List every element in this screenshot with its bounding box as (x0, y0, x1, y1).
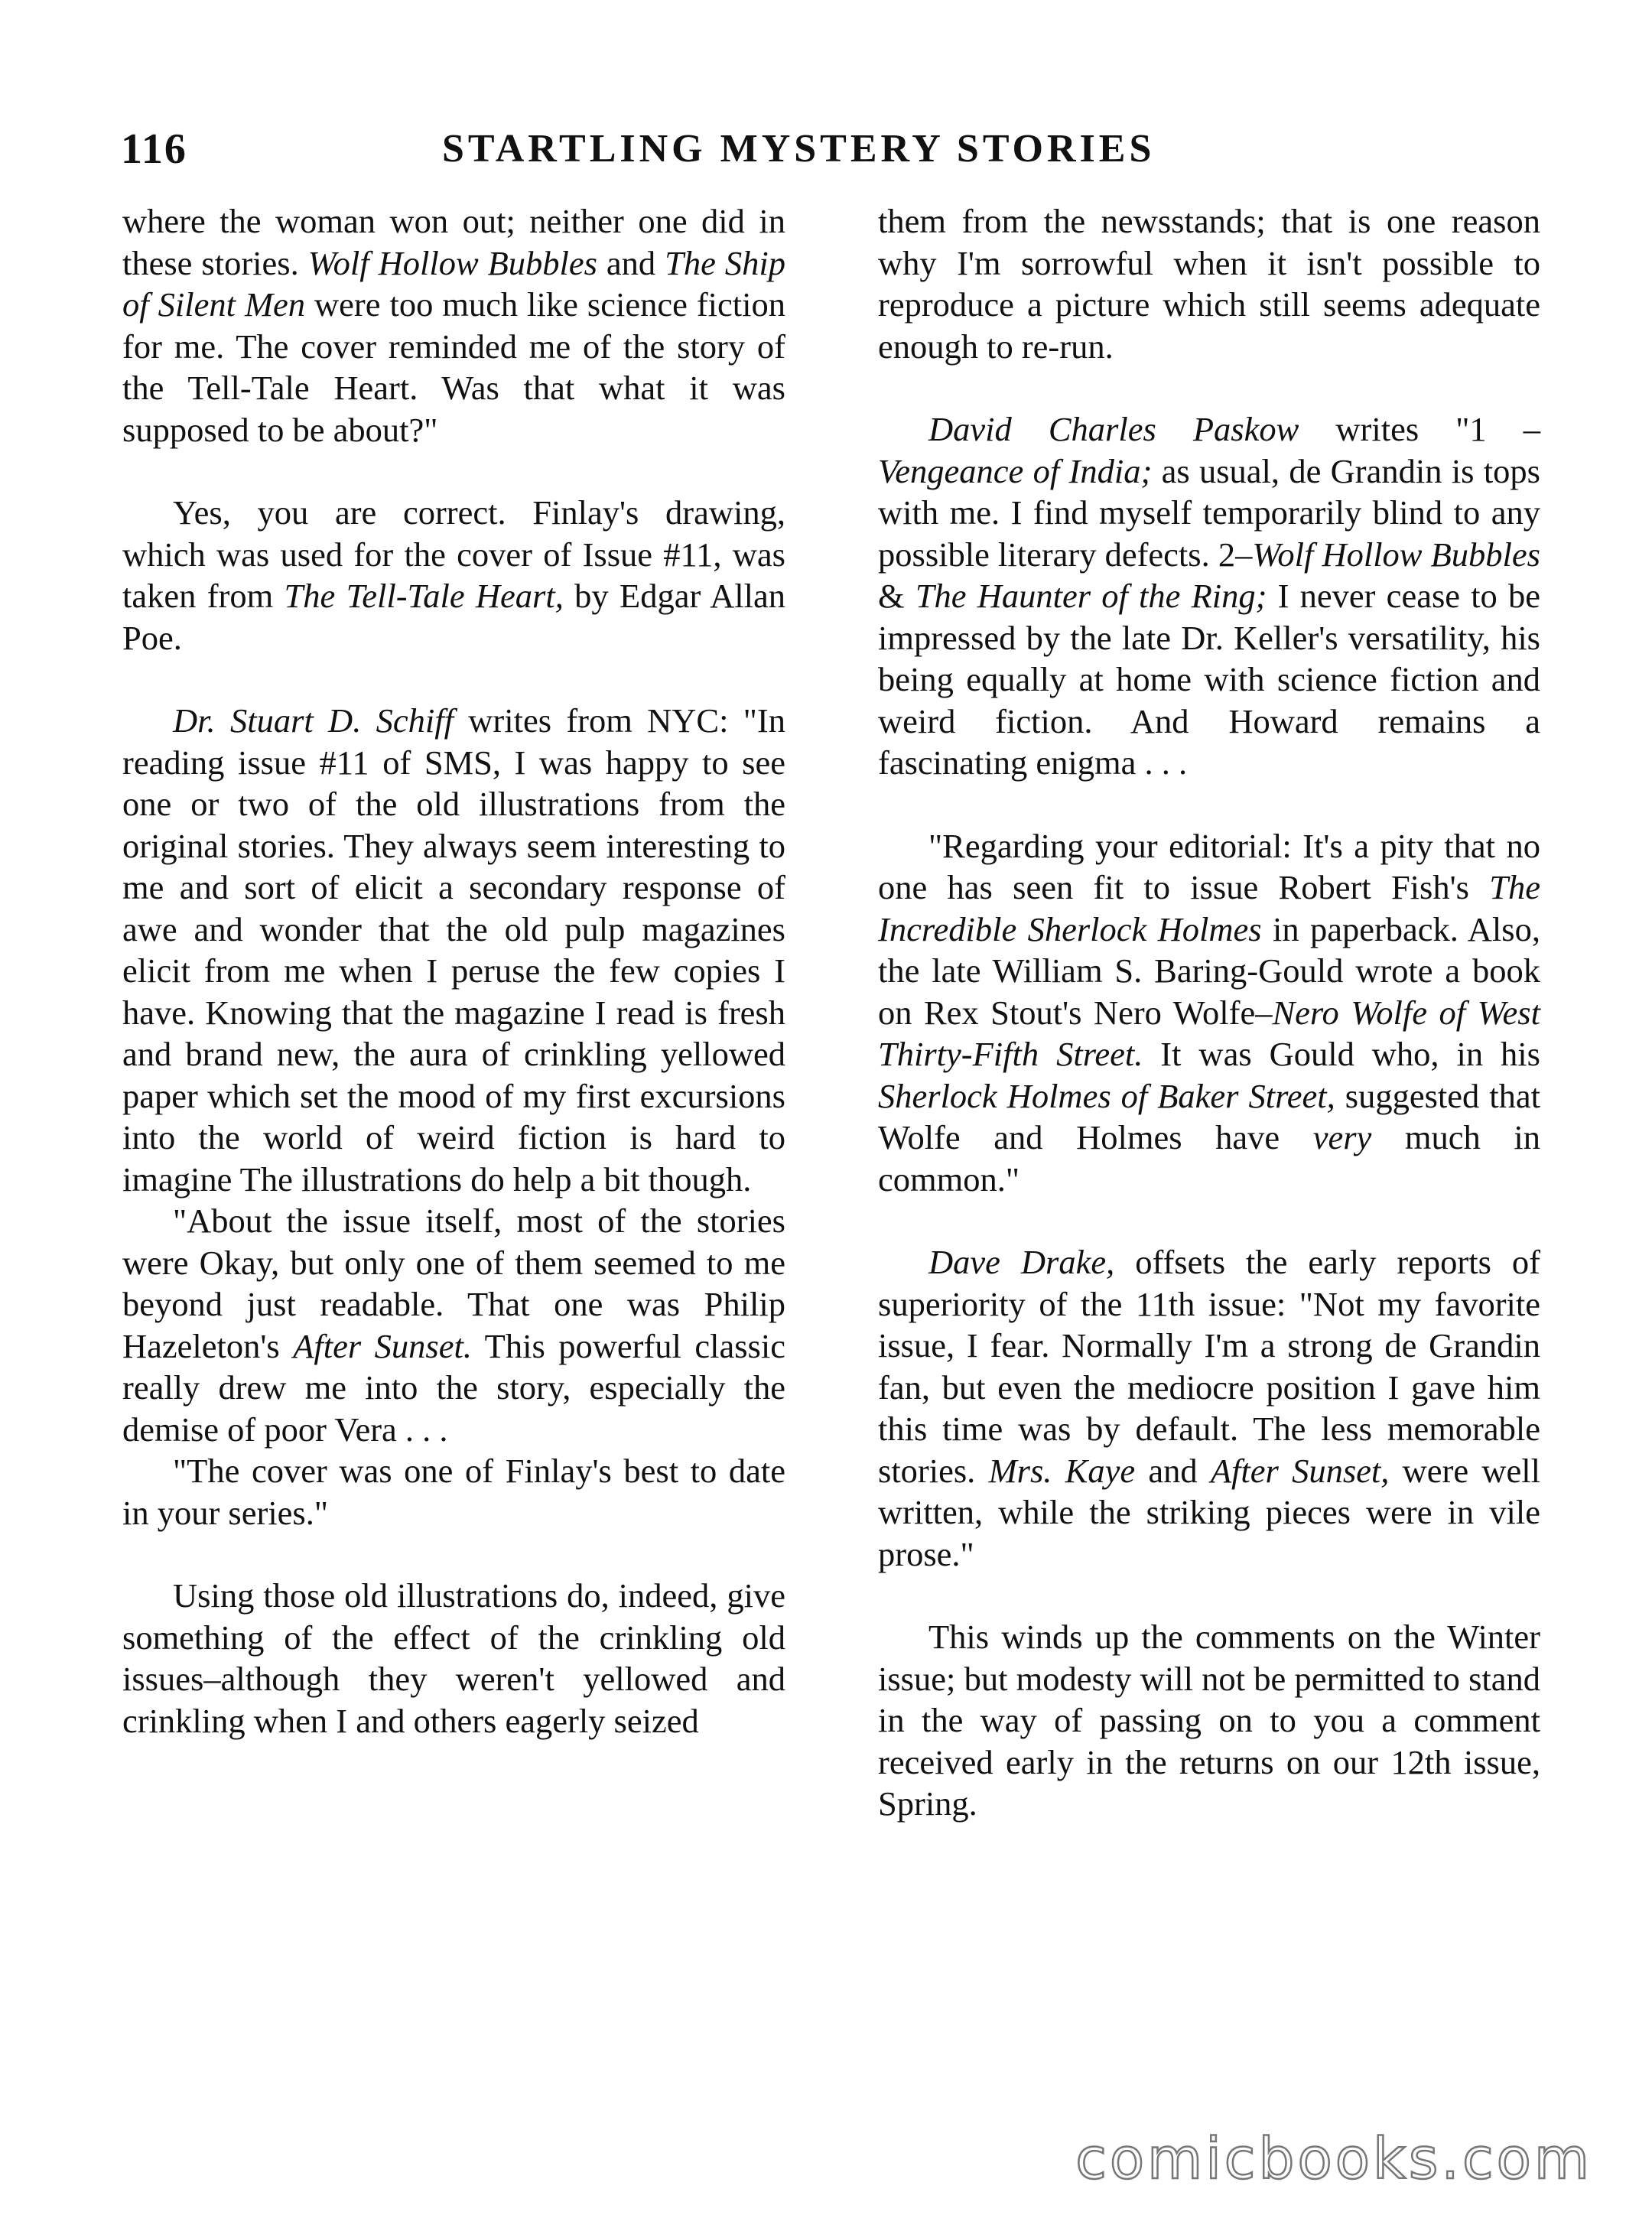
letter-paragraph: "About the issue itself, most of the stories were Okay, but only one of them seemed to me beyond just readable. That one was Philip Hazeleton's After Sunset. This powerful classic really drew me into the story, especially the demise of poor Vera . . . (122, 1202, 785, 1449)
left-column (122, 200, 785, 1742)
page-number: 116 (121, 125, 187, 173)
right-column (878, 200, 1540, 1825)
editor-reply: Using those old illustrations do, indeed, give something of the effect of the crinkling old issues–although they weren't yellowed and crinkling when I and others eagerly seized (122, 1576, 785, 1740)
editor-reply: This winds up the comments on the Winter issue; but modesty will not be permitted to stand in the way of passing on to you a comment received early in the returns on our 12th issue, Spring. (878, 1618, 1540, 1823)
letter-paragraph: David Charles Paskow writes "1 –Vengeance of India; as usual, de Grandin is tops with me. I find myself temporarily blind to any possible literary defects. 2–Wolf Hollow Bubbles & The Haunter of the Ring; I never cease to be impressed by the late Dr. Keller's versatility, his being equally at home with science fiction and weird fiction. And Howard remains a fascinating enigma . . . (878, 410, 1540, 782)
letter-writer-name: Dr. Stuart D. Schiff (173, 701, 454, 740)
letter-paragraph: "Regarding your editorial: It's a pity that no one has seen fit to issue Robert Fish's The Incredible Sherlock Holmes in paperback. Also, the late William S. Baring-Gould wrote a book on Rex Stout's Nero Wolfe–Nero Wolfe of West Thirty-Fifth Street. It was Gould who, in his Sherlock Holmes of Baker Street, suggested that Wolfe and Holmes have very much in common." (878, 826, 1541, 1198)
editor-reply: Yes, you are correct. Finlay's drawing, which was used for the cover of Issue #11, was taken from The Tell-Tale Heart, by Edgar Allan Poe. (122, 493, 785, 657)
letter-writer-name: Dave Drake, (928, 1243, 1115, 1281)
letter-paragraph: Dr. Stuart D. Schiff writes from NYC: "In reading issue #11 of SMS, I was happy to see one or two of the old illustrations from the original stories. They always seem interesting to me and sort of elicit a secondary response of awe and wonder that the old pulp magazines elicit from me when I peruse the few copies I have. Knowing that the magazine I read is fresh and brand new, the aura of crinkling yellowed paper which set the mood of my first excursions into the world of weird fiction is hard to imagine The illustrations do help a bit though. (122, 701, 785, 1198)
letter-paragraph: where the woman won out; neither one did in these stories. Wolf Hollow Bubbles and The Ship of Silent Men were too much like science fiction for me. The cover reminded me of the story of the Tell-Tale Heart. Was that what it was supposed to be about?" (122, 202, 785, 449)
running-title: STARTLING MYSTERY STORIES (442, 127, 1156, 171)
page-header (121, 122, 1260, 176)
letter-paragraph: Dave Drake, offsets the early reports of superiority of the 11th issue: "Not my favorite issue, I fear. Normally I'm a strong de Grandin fan, but even the mediocre position I gave him this time was by default. The less memorable stories. Mrs. Kaye and After Sunset, were well written, while the striking pieces were in vile prose." (878, 1243, 1540, 1573)
letter-writer-name: David Charles Paskow (928, 410, 1299, 448)
watermark-logo: comicbooks.com (1075, 2126, 1592, 2192)
editor-reply: them from the newsstands; that is one reason why I'm sorrowful when it isn't possible to reproduce a picture which still seems adequate enough to re-run. (878, 202, 1540, 366)
letter-paragraph: "The cover was one of Finlay's best to date in your series." (122, 1452, 785, 1532)
